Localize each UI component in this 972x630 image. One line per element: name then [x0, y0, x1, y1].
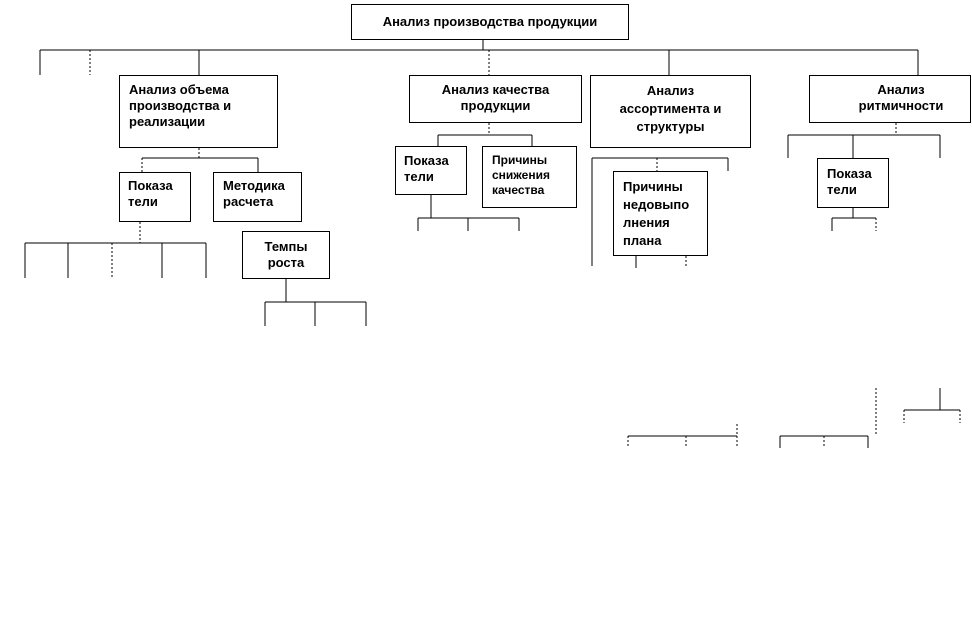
node-text-line: Показа — [404, 153, 449, 168]
node-text-line: структуры — [636, 119, 705, 134]
node-assortment-analysis — [590, 75, 751, 148]
node-text-line: ассортимента и — [619, 101, 722, 116]
node-text-line: расчета — [223, 194, 274, 209]
node-text-line: недовыпо — [623, 197, 690, 212]
node-text-line: Методика — [223, 178, 285, 193]
node-text-line: качества — [492, 183, 545, 197]
node-quality-decline-reasons — [482, 146, 577, 208]
node-plan-failure-reasons — [613, 171, 708, 256]
node-text-line: тели — [128, 194, 158, 209]
node-text-line: плана — [623, 233, 662, 248]
node-text-line: Анализ качества — [441, 82, 550, 97]
node-text-line: Анализ — [877, 82, 925, 97]
node-text-line: продукции — [460, 98, 531, 113]
node-quality-analysis — [409, 75, 582, 123]
node-text-line: Причины — [623, 179, 683, 194]
node-volume-indicators — [119, 172, 191, 222]
node-text-line: Темпы — [264, 239, 308, 254]
node-text-line: Анализ — [646, 83, 695, 98]
node-text-line: Показа — [128, 178, 173, 193]
node-text-line: тели — [827, 182, 857, 197]
node-quality-indicators — [395, 146, 467, 195]
node-text-line: роста — [267, 255, 305, 270]
node-text-line: тели — [404, 169, 434, 184]
node-text-line: ритмичности — [858, 98, 944, 113]
node-growth-rates — [242, 231, 330, 279]
node-text-line: реализации — [129, 114, 206, 129]
node-text-line: Показа — [827, 166, 872, 181]
node-text-line: лнения — [623, 215, 670, 230]
node-text-line: Причины — [492, 153, 548, 167]
node-text-line: снижения — [492, 168, 550, 182]
node-text-line: производства и — [129, 98, 232, 113]
node-text-line: Анализ объема — [129, 82, 229, 97]
root-node-title: Анализ производства продукции — [351, 4, 629, 40]
node-rhythm-analysis — [809, 75, 971, 123]
node-rhythm-indicators — [817, 158, 889, 208]
node-volume-analysis — [119, 75, 278, 148]
node-calculation-method — [213, 172, 302, 222]
